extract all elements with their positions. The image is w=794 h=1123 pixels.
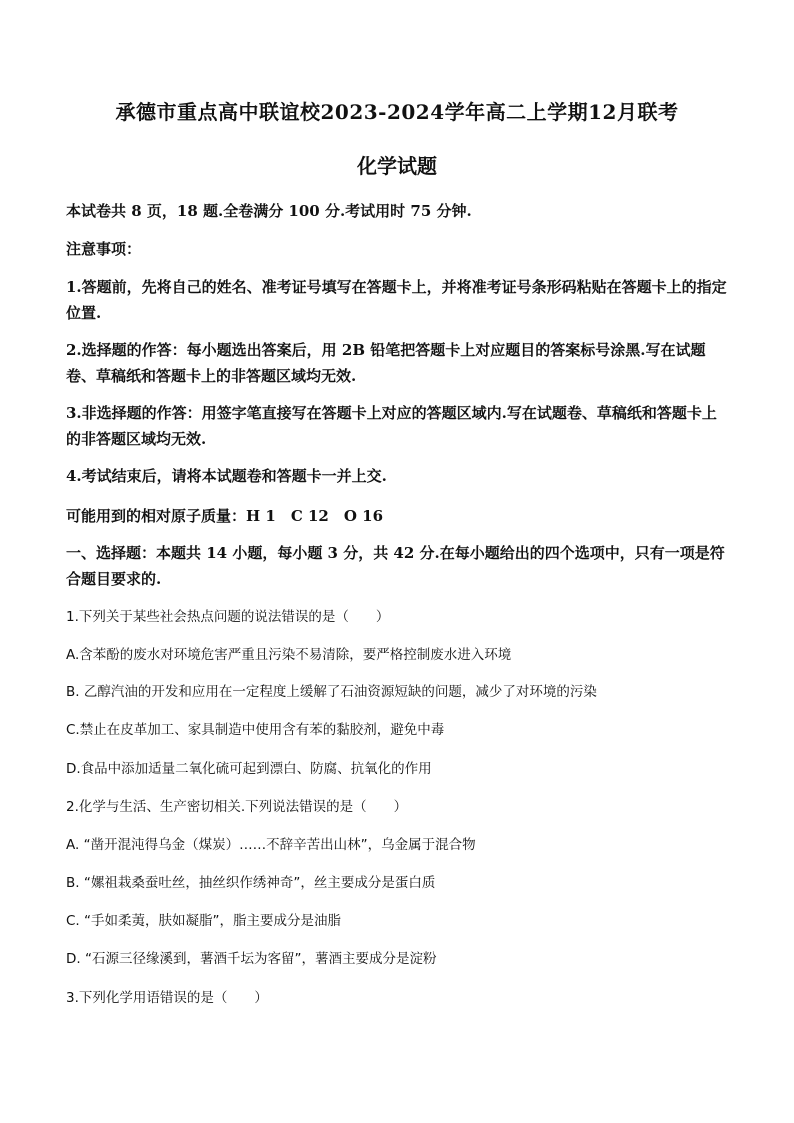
subject-title: 化学试题 (357, 154, 437, 178)
notice-heading: 注意事项： (66, 240, 142, 258)
notice-item-3: 3.非选择题的作答：用签字笔直接写在答题卡上对应的答题区域内.写在试题卷、草稿纸和答题卡上的非答题区域均无效. (66, 404, 717, 448)
question-3-stem: 3.下列化学用语错误的是（ ） (66, 990, 268, 1006)
exam-summary: 本试卷共 8 页，18 题.全卷满分 100 分.考试用时 75 分钟. (66, 202, 472, 220)
question-2-option-d: D. “石源三径缘溪到，薯酒千坛为客留”，薯酒主要成分是淀粉 (66, 951, 437, 967)
notice-item-2: 2.选择题的作答：每小题选出答案后，用 2B 铅笔把答题卡上对应题目的答案标号涂黑.写在试题卷、草稿纸和答题卡上的非答题区域均无效. (66, 341, 706, 385)
notice-item-1: 1.答题前，先将自己的姓名、准考证号填写在答题卡上，并将准考证号条形码粘贴在答题卡上的指定位置. (66, 278, 727, 322)
question-1-stem: 1.下列关于某些社会热点问题的说法错误的是（ ） (66, 609, 390, 625)
notice-item-4: 4.考试结束后，请将本试题卷和答题卡一并上交. (66, 467, 387, 485)
question-2-option-c: C. “手如柔荑，肤如凝脂”，脂主要成分是油脂 (66, 913, 341, 929)
question-1-option-c: C.禁止在皮革加工、家具制造中使用含有苯的黏胶剂，避免中毒 (66, 722, 445, 738)
question-2-option-b: B. “嫘祖栽桑蚕吐丝，抽丝织作绣神奇”，丝主要成分是蛋白质 (66, 875, 436, 891)
section-heading: 一、选择题：本题共 14 小题，每小题 3 分，共 42 分.在每小题给出的四个选项中，只有一项是符合题目要求的. (66, 544, 725, 588)
exam-title: 承德市重点高中联谊校2023-2024学年高二上学期12月联考 (115, 100, 679, 124)
atomic-mass-line: 可能用到的相对原子质量：H 1 C 12 O 16 (66, 507, 384, 525)
question-1-option-d: D.食品中添加适量二氧化硫可起到漂白、防腐、抗氧化的作用 (66, 761, 432, 777)
question-1-option-b: B. 乙醇汽油的开发和应用在一定程度上缓解了石油资源短缺的问题，减少了对环境的污染 (66, 684, 597, 700)
question-1-option-a: A.含苯酚的废水对环境危害严重且污染不易清除，要严格控制废水进入环境 (66, 647, 512, 663)
question-2-stem: 2.化学与生活、生产密切相关.下列说法错误的是（ ） (66, 799, 408, 815)
question-2-option-a: A. “凿开混沌得乌金（煤炭）……不辞辛苦出山林”，乌金属于混合物 (66, 837, 476, 853)
